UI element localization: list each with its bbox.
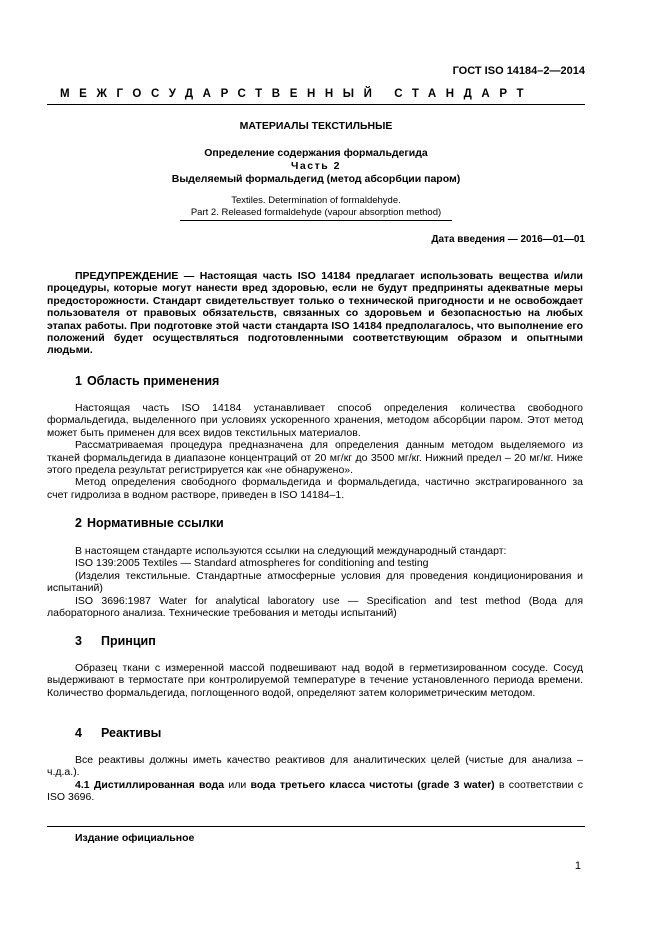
- item-term-2: вода третьего класса чистоты (grade 3 water): [250, 778, 495, 791]
- subtitle-part: Часть 2: [291, 160, 341, 172]
- section-1-p2: Рассматриваемая процедура предназначена для определения данным методом выделяемого из тканей формальдегида в диапазоне концентраций от 20 мг/кг до 3500 мг/кг. Нижний предел – 20 мг/кг. Ниже этого предела результат регистрируется как «не обнаружено».: [47, 439, 583, 477]
- section-3-p1: Образец ткани с измеренной массой подвешивают над водой в герметизированном сосуде. Сосуд выдерживают в термостате при контролируемой температуре в течение установленного периода времени. Количество формальдегида, поглощенного водой, определяют затем колориметрическим методом.: [47, 662, 583, 699]
- section-2-p3: (Изделия текстильные. Стандартные атмосферные условия для проведения кондиционирования и испытаний): [47, 569, 583, 595]
- section-3-title: Принцип: [101, 634, 156, 648]
- section-2-p2: ISO 139:2005 Textiles — Standard atmospheres for conditioning and testing: [75, 557, 429, 570]
- section-1-p3: Метод определения свободного формальдегида и формальдегида, частично экстрагированного за счет гидролиза в водном растворе, приведен в ISO 14184–1.: [47, 476, 583, 501]
- title-rule: [180, 220, 452, 221]
- page-number: 1: [574, 860, 581, 872]
- footer-rule: [47, 826, 585, 827]
- item-or: или: [228, 778, 247, 791]
- header-rule: [47, 104, 585, 105]
- section-1-number: 1: [75, 374, 82, 388]
- section-4-number: 4: [75, 726, 82, 740]
- section-3-heading: [75, 634, 156, 648]
- standard-banner: МЕЖГОСУДАРСТВЕННЫЙ СТАНДАРТ: [60, 88, 534, 100]
- section-1-heading: [75, 374, 219, 388]
- section-2-p4: ISO 3696:1987 Water for analytical laboratory use — Specification and test method (Вода для лабораторного анализа. Технические требования и методы испытаний): [47, 594, 583, 620]
- section-1-body: [47, 402, 583, 501]
- warning-paragraph: [47, 270, 583, 357]
- item-rest: в соответствии с ISO 3696.: [47, 778, 583, 804]
- section-2-title: Нормативные ссылки: [86, 516, 224, 530]
- subtitle-line1: Определение содержания формальдегида: [204, 147, 428, 159]
- introduction-date: Дата введения — 2016—01—01: [431, 234, 585, 245]
- section-2-number: 2: [75, 516, 82, 530]
- section-2-heading: [75, 516, 224, 530]
- section-4-p1: Все реактивы должны иметь качество реактивов для аналитических целей (чистые для анализа – ч.д.а.).: [47, 754, 583, 779]
- english-title-line2: Part 2. Released formaldehyde (vapour absorption method): [190, 207, 442, 218]
- item-term-1: Дистиллированная вода: [93, 778, 225, 791]
- section-3-body: [47, 662, 583, 699]
- doc-subtitle: [47, 147, 585, 186]
- subtitle-line3: Выделяемый формальдегид (метод абсорбции паром): [171, 173, 461, 185]
- section-2-p1: В настоящем стандарте используются ссылки на следующий международный стандарт:: [75, 545, 507, 557]
- section-1-title: Область применения: [86, 374, 220, 388]
- section-4-heading: [75, 726, 161, 740]
- section-4-body: [47, 754, 583, 804]
- standard-number: ГОСТ ISO 14184–2—2014: [452, 65, 585, 77]
- item-number: 4.1: [75, 778, 90, 791]
- official-edition: Издание официальное: [75, 832, 195, 844]
- section-4-item-1: [47, 779, 583, 804]
- warning-text: ПРЕДУПРЕЖДЕНИЕ — Настоящая часть ISO 14184 предлагает использовать вещества и/или процедуры, которые могут нанести вред здоровью, если не будут предприняты адекватные меры предосторожности. Стандарт свидетельствует только о технической пригодности и не освобождает пользователя от правовых обязательств, связанных со здоровьем и безопасностью на любых этапах работы. При подготовке этой части стандарта ISO 14184 предполагалось, что выполнение его положений будет осуществляться подготовленными соответствующим образом и опытными людьми.: [47, 270, 583, 357]
- section-2-body: [47, 545, 583, 619]
- doc-title: МАТЕРИАЛЫ ТЕКСТИЛЬНЫЕ: [239, 120, 393, 132]
- english-title: [47, 195, 585, 219]
- section-4-title: Реактивы: [101, 726, 162, 740]
- section-3-number: 3: [75, 634, 82, 648]
- english-title-line1: Textiles. Determination of formaldehyde.: [231, 195, 401, 206]
- section-1-p1: Настоящая часть ISO 14184 устанавливает способ определения количества свободного формальдегида, выделенного при условиях ускоренного хранения, методом абсорбции паром. Этот метод может быть применен для всех видов текстильных материалов.: [47, 402, 583, 439]
